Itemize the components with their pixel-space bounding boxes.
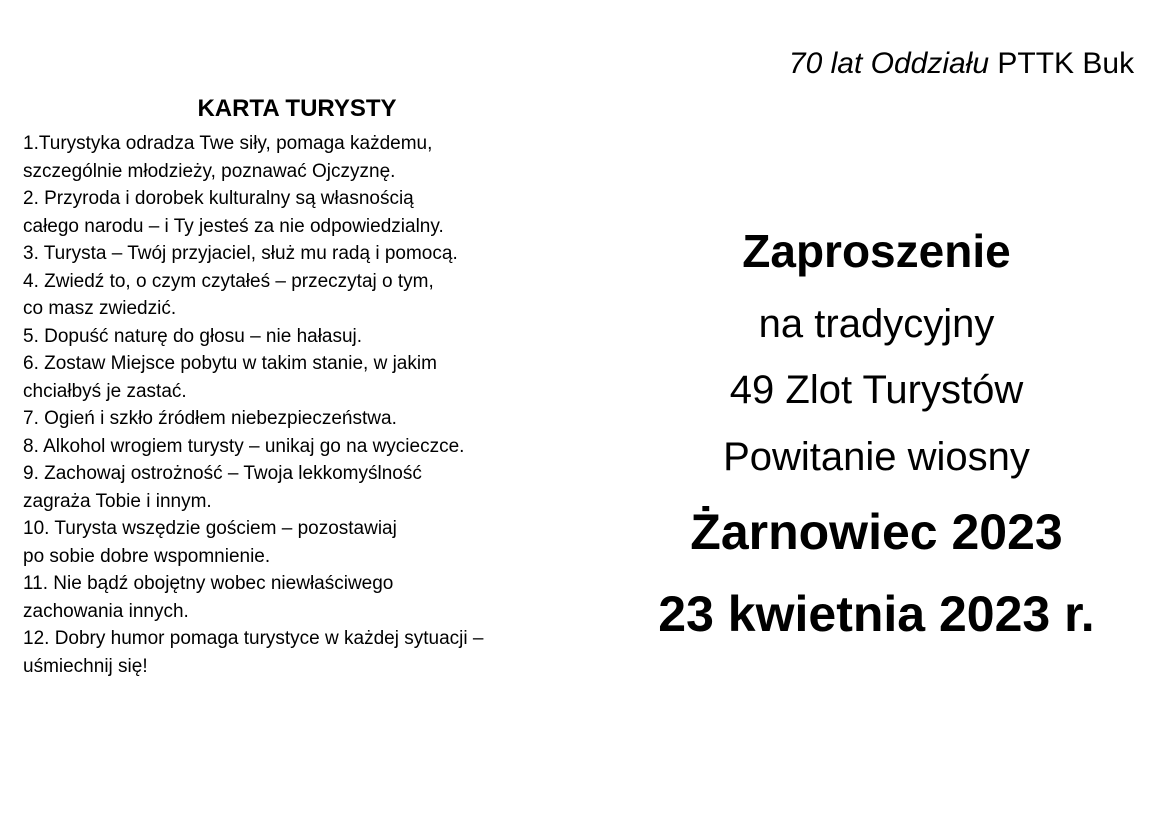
rule-line: zagraża Tobie i innym. xyxy=(23,490,212,512)
rule-line: całego narodu – i Ty jesteś za nie odpowiedzialny. xyxy=(23,215,444,237)
rule-line: 5. Dopuść naturę do głosu – nie hałasuj. xyxy=(23,325,363,347)
anniversary-italic: 70 lat Oddziału xyxy=(788,47,990,80)
rule-line: 6. Zostaw Miejsce pobytu w takim stanie, w jakim xyxy=(23,353,437,374)
rule-line: 8. Alkohol wrogiem turysty – unikaj go na wycieczce. xyxy=(23,435,465,457)
rule-line: uśmiechnij się! xyxy=(23,655,148,677)
rule-line: chciałbyś je zastać. xyxy=(23,380,187,402)
rule-line: 11. Nie bądź obojętny wobec niewłaściwego xyxy=(23,573,394,594)
rule-line: 4. Zwiedź to, o czym czytałeś – przeczytaj o tym, xyxy=(23,270,434,292)
rule-line: 3. Turysta – Twój przyjaciel, służ mu radą i pomocą. xyxy=(23,243,458,264)
event-place: Żarnowiec 2023 xyxy=(690,504,1063,560)
rule-line: co masz zwiedzić. xyxy=(23,298,177,319)
rule-line: 9. Zachowaj ostrożność – Twoja lekkomyślność xyxy=(23,463,422,484)
invitation-line-3: Powitanie wiosny xyxy=(723,435,1030,479)
rule-line: 10. Turysta wszędzie gościem – pozostawiaj xyxy=(23,518,397,539)
right-page xyxy=(584,0,1169,827)
rule-line: 2. Przyroda i dorobek kulturalny są własnością xyxy=(23,188,414,209)
event-date: 23 kwietnia 2023 r. xyxy=(658,586,1095,642)
karta-turysty-title: KARTA TURYSTY xyxy=(197,95,397,122)
rules-list xyxy=(23,130,583,680)
invitation-title: Zaproszenie xyxy=(742,225,1011,277)
left-page xyxy=(0,0,584,827)
rule-line: 1.Turystyka odradza Twe siły, pomaga każdemu, xyxy=(23,133,433,154)
anniversary-header xyxy=(584,44,1169,84)
invitation-line-1: na tradycyjny xyxy=(758,302,995,346)
rule-line: szczególnie młodzieży, poznawać Ojczyznę. xyxy=(23,160,396,182)
anniversary-org: PTTK Buk xyxy=(989,47,1135,80)
rule-line: zachowania innych. xyxy=(23,600,189,622)
invitation-line-2: 49 Zlot Turystów xyxy=(729,368,1024,412)
rule-line: 7. Ogień i szkło źródłem niebezpieczeństwa. xyxy=(23,408,397,429)
rule-line: po sobie dobre wspomnienie. xyxy=(23,545,271,567)
rule-line: 12. Dobry humor pomaga turystyce w każdej sytuacji – xyxy=(23,628,484,649)
